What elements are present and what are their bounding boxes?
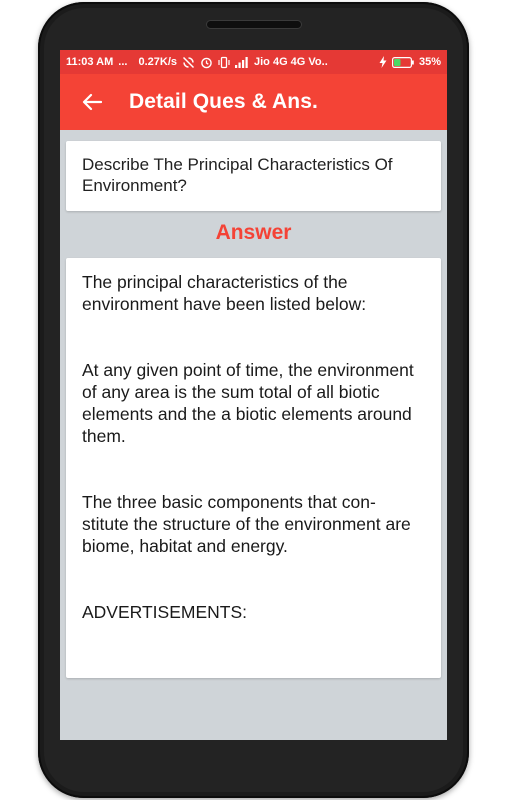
status-time: 11:03 AM	[66, 56, 114, 68]
signal-icon	[235, 56, 249, 68]
answer-paragraph-3: The three basic components that con- stitute the structure of the environment are biome, habitat and energy.	[82, 492, 411, 556]
charging-icon	[379, 56, 387, 68]
status-speed: 0.27K/s	[138, 56, 177, 68]
page-title: Detail Ques & Ans.	[129, 90, 318, 113]
status-carrier: Jio 4G 4G Vo..	[254, 56, 328, 68]
back-button[interactable]	[68, 74, 116, 130]
arrow-back-icon	[82, 93, 102, 111]
sync-off-icon	[182, 56, 195, 69]
status-bar	[60, 50, 447, 74]
advertisements-label: ADVERTISEMENTS:	[82, 602, 247, 622]
answer-heading: Answer	[215, 221, 292, 244]
answer-paragraph-2: At any given point of time, the environment of any area is the sum total of all biotic elements and the a biotic elements around them.	[82, 360, 414, 446]
status-dots: ...	[118, 56, 128, 68]
alarm-icon	[200, 56, 213, 69]
question-text: Describe The Principal Characteristics Of Environment?	[82, 155, 393, 195]
app-bar	[60, 74, 447, 130]
app-screen	[60, 50, 447, 740]
phone-speaker	[206, 20, 302, 29]
battery-percent: 35%	[418, 56, 441, 68]
question-card	[66, 141, 441, 211]
vibrate-icon	[218, 56, 230, 69]
answer-paragraph-1: The principal characteristics of the environment have been listed below:	[82, 272, 367, 314]
answer-card	[66, 258, 441, 678]
battery-icon	[392, 57, 414, 68]
